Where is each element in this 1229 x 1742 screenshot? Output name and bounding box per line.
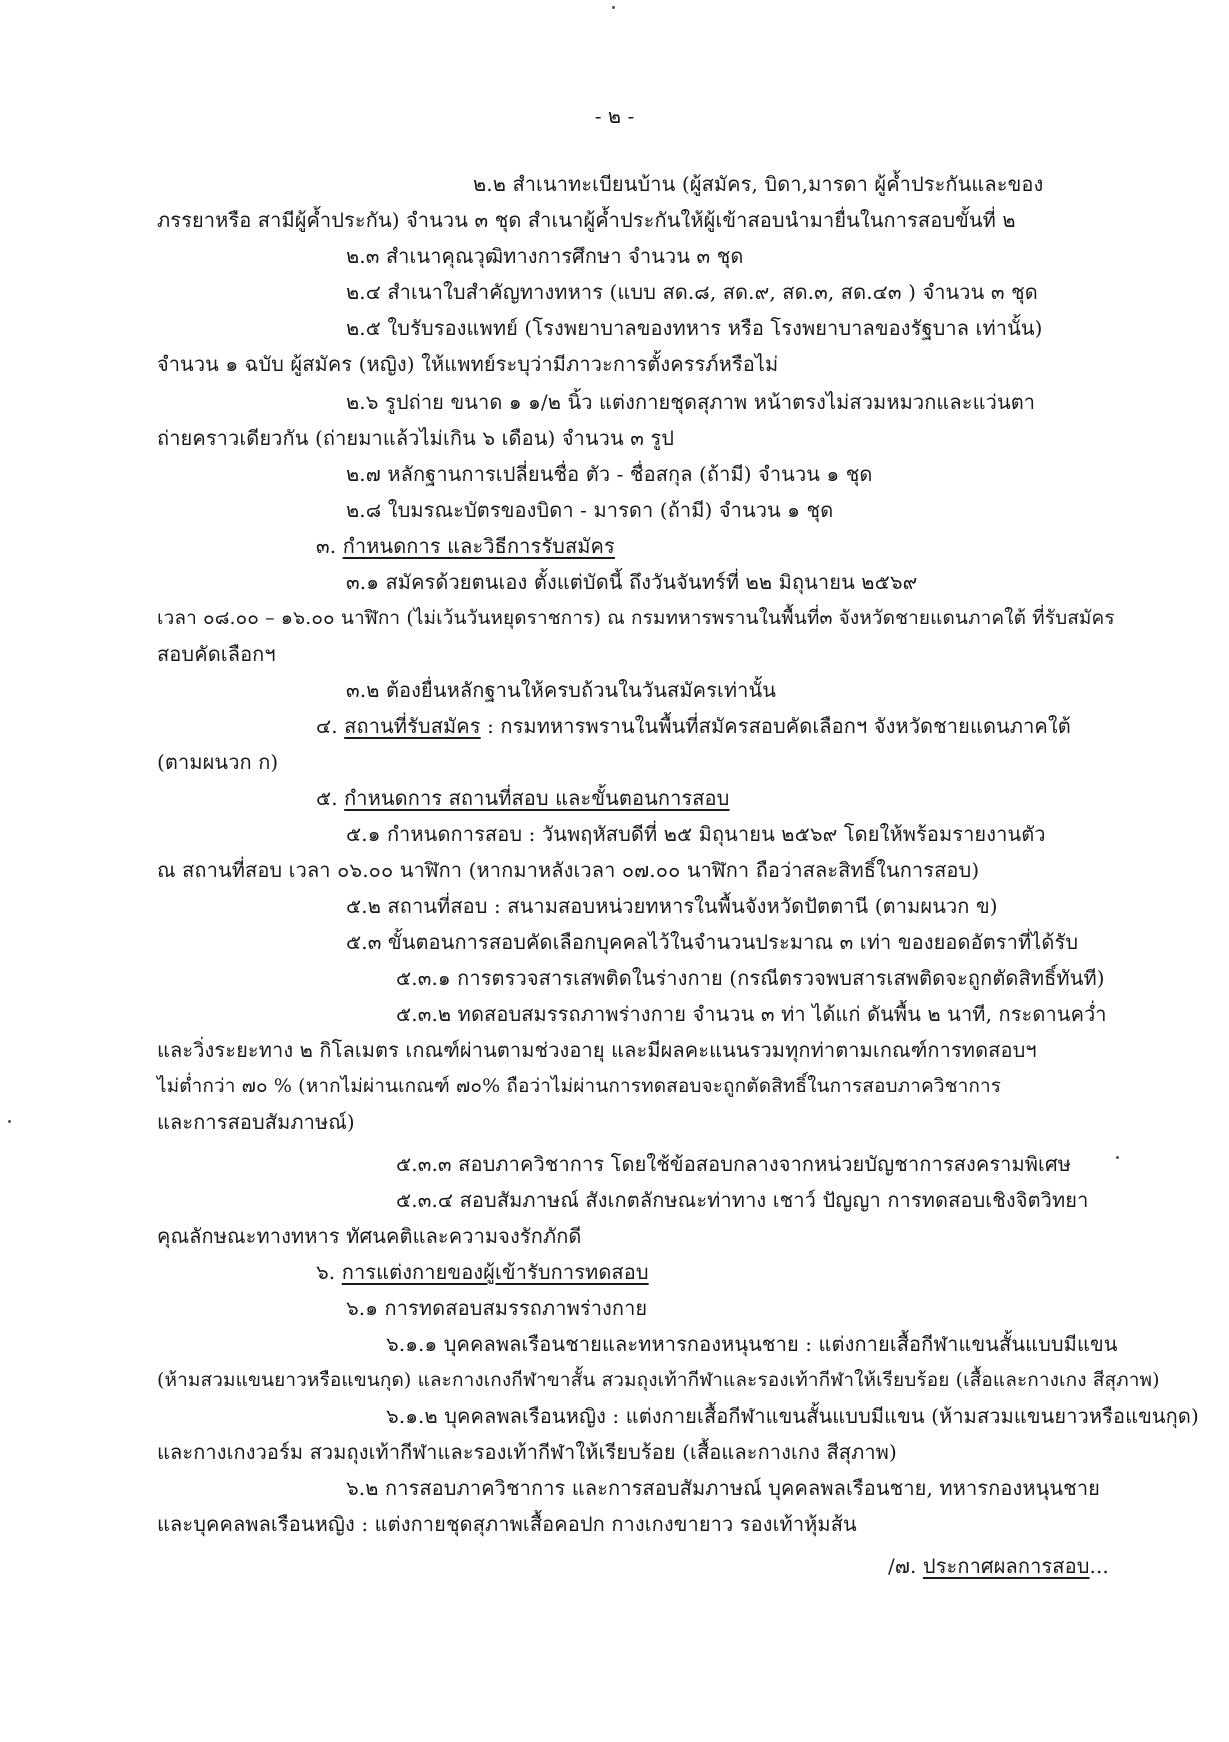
item-6-1-2-line1: ๖.๑.๒ บุคคลพลเรือนหญิง : แต่งกายเสื้อกีฬาแขนสั้นแบบมีแขน (ห้ามสวมแขนยาวหรือแขนกุด) <box>386 1404 1199 1428</box>
item-3-1-line2: เวลา ๐๘.๐๐ – ๑๖.๐๐ นาฬิกา (ไม่เว้นวันหยุดราชการ) ณ กรมทหารพรานในพื้นที่๓ จังหวัดชายแดนภาคใต้ ที่รับสมัคร <box>157 607 1115 629</box>
section-6-title: การแต่งกายของผู้เข้ารับการทดสอบ <box>341 1260 649 1284</box>
item-2-2-line2: ภรรยาหรือ สามีผู้ค้ำประกัน) จำนวน ๓ ชุด สำเนาผู้ค้ำประกันให้ผู้เข้าสอบนำมายื่นในการสอบขั้นที่ ๒ <box>157 208 1016 232</box>
item-3-1-line3: สอบคัดเลือกฯ <box>157 642 276 666</box>
item-6-1-2-line2: และกางเกงวอร์ม สวมถุงเท้ากีฬาและรองเท้ากีฬาให้เรียบร้อย (เสื้อและกางเกง สีสุภาพ) <box>157 1440 897 1464</box>
item-6-1-1-line2: (ห้ามสวมแขนยาวหรือแขนกุด) และกางเกงกีฬาขาสั้น สวมถุงเท้ากีฬาและรองเท้ากีฬาให้เรียบร้อย (เสื้อและกางเกง สีสุภาพ) <box>157 1369 1160 1391</box>
item-5-3: ๕.๓ ขั้นตอนการสอบคัดเลือกบุคคลไว้ในจำนวนประมาณ ๓ เท่า ของยอดอัตราที่ได้รับ <box>346 930 1079 954</box>
item-2-8: ๒.๘ ใบมรณะบัตรของบิดา - มารดา (ถ้ามี) จำนวน ๑ ชุด <box>346 498 834 522</box>
section-4-title: สถานที่รับสมัคร <box>344 714 481 738</box>
item-6-1-1-line1: ๖.๑.๑ บุคคลพลเรือนชายและทหารกองหนุนชาย : แต่งกายเสื้อกีฬาแขนสั้นแบบมีแขน <box>386 1332 1118 1356</box>
continuation-prefix: /๗. <box>888 1554 917 1578</box>
item-2-4: ๒.๔ สำเนาใบสำคัญทางทหาร (แบบ สด.๘, สด.๙, สด.๓, สด.๔๓ ) จำนวน ๓ ชุด <box>346 280 1038 304</box>
section-6-heading <box>316 1258 649 1286</box>
continuation-next-heading: ประกาศผลการสอบ <box>922 1554 1090 1578</box>
section-5-title: กำหนดการ สถานที่สอบ และขั้นตอนการสอบ <box>344 786 730 810</box>
item-5-1-line1: ๕.๑ กำหนดการสอบ : วันพฤหัสบดีที่ ๒๕ มิถุนายน ๒๕๖๙ โดยให้พร้อมรายงานตัว <box>346 822 1046 846</box>
scan-speck <box>1116 1156 1119 1159</box>
item-5-3-1: ๕.๓.๑ การตรวจสารเสพติดในร่างกาย (กรณีตรวจพบสารเสพติดจะถูกตัดสิทธิ์ทันที) <box>396 966 1105 990</box>
section-3-heading <box>316 532 615 560</box>
section-3-title: กำหนดการ และวิธีการรับสมัคร <box>342 534 615 558</box>
section-4-text: : กรมทหารพรานในพื้นที่สมัครสอบคัดเลือกฯ จังหวัดชายแดนภาคใต้ <box>480 714 1071 738</box>
section-4-number: ๔. <box>316 714 338 738</box>
section-3-number: ๓. <box>316 534 337 558</box>
item-3-1-line1: ๓.๑ สมัครด้วยตนเอง ตั้งแต่บัดนี้ ถึงวันจันทร์ที่ ๒๒ มิถุนายน ๒๕๖๙ <box>346 570 918 594</box>
item-5-3-2-line2: และวิ่งระยะทาง ๒ กิโลเมตร เกณฑ์ผ่านตามช่วงอายุ และมีผลคะแนนรวมทุกท่าตามเกณฑ์การทดสอบฯ <box>157 1038 1037 1062</box>
item-2-5-line2: จำนวน ๑ ฉบับ ผู้สมัคร (หญิง) ให้แพทย์ระบุว่ามีภาวะการตั้งครรภ์หรือไม่ <box>157 352 779 376</box>
section-4-heading <box>316 712 1071 740</box>
item-5-3-4-line2: คุณลักษณะทางทหาร ทัศนคติและความจงรักภักดี <box>157 1224 582 1248</box>
item-5-1-line2: ณ สถานที่สอบ เวลา ๐๖.๐๐ นาฬิกา (หากมาหลังเวลา ๐๗.๐๐ นาฬิกา ถือว่าสละสิทธิ์ในการสอบ) <box>157 858 980 882</box>
item-2-3: ๒.๓ สำเนาคุณวุฒิทางการศึกษา จำนวน ๓ ชุด <box>346 244 744 268</box>
section-5-number: ๕. <box>316 786 338 810</box>
section-4-line2: (ตามผนวก ก) <box>157 750 279 774</box>
item-5-3-2-line1: ๕.๓.๒ ทดสอบสมรรถภาพร่างกาย จำนวน ๓ ท่า ได้แก่ ดันพื้น ๒ นาที, กระดานคว่ำ <box>396 1002 1107 1026</box>
item-2-6-line1: ๒.๖ รูปถ่าย ขนาด ๑ ๑/๒ นิ้ว แต่งกายชุดสุภาพ หน้าตรงไม่สวมหมวกและแว่นตา <box>346 390 1036 414</box>
item-2-5-line1: ๒.๕ ใบรับรองแพทย์ (โรงพยาบาลของทหาร หรือ โรงพยาบาลของรัฐบาล เท่านั้น) <box>346 316 1043 340</box>
item-3-2: ๓.๒ ต้องยื่นหลักฐานให้ครบถ้วนในวันสมัครเท่านั้น <box>346 678 777 702</box>
scan-speck <box>8 1120 11 1123</box>
scan-speck <box>612 6 615 9</box>
item-5-2: ๕.๒ สถานที่สอบ : สนามสอบหน่วยทหารในพื้นจังหวัดปัตตานี (ตามผนวก ข) <box>346 894 998 918</box>
item-2-2-line1: ๒.๒ สำเนาทะเบียนบ้าน (ผู้สมัคร, บิดา,มารดา ผู้ค้ำประกันและของ <box>473 172 1044 196</box>
item-2-7: ๒.๗ หลักฐานการเปลี่ยนชื่อ ตัว - ชื่อสกุล (ถ้ามี) จำนวน ๑ ชุด <box>346 462 873 486</box>
section-5-heading <box>316 784 729 812</box>
continuation-ellipsis: ... <box>1089 1554 1109 1578</box>
continuation-note <box>888 1552 1109 1580</box>
item-6-2-line1: ๖.๒ การสอบภาควิชาการ และการสอบสัมภาษณ์ บุคคลพลเรือนชาย, ทหารกองหนุนชาย <box>346 1476 1100 1500</box>
item-5-3-4-line1: ๕.๓.๔ สอบสัมภาษณ์ สังเกตลักษณะท่าทาง เชาว์ ปัญญา การทดสอบเชิงจิตวิทยา <box>396 1188 1089 1212</box>
item-2-6-line2: ถ่ายคราวเดียวกัน (ถ่ายมาแล้วไม่เกิน ๖ เดือน) จำนวน ๓ รูป <box>157 426 675 450</box>
page-number: - ๒ - <box>594 104 635 128</box>
item-5-3-2-line4: และการสอบสัมภาษณ์) <box>157 1110 355 1134</box>
section-6-number: ๖. <box>316 1260 336 1284</box>
item-6-2-line2: และบุคคลพลเรือนหญิง : แต่งกายชุดสุภาพเสื้อคอปก กางเกงขายาว รองเท้าหุ้มส้น <box>157 1512 857 1536</box>
item-5-3-2-line3: ไม่ต่ำกว่า ๗๐ % (หากไม่ผ่านเกณฑ์ ๗๐% ถือว่าไม่ผ่านการทดสอบจะถูกตัดสิทธิ์ในการสอบภาควิชาการ <box>157 1075 1002 1097</box>
item-6-1: ๖.๑ การทดสอบสมรรถภาพร่างกาย <box>346 1296 648 1320</box>
item-5-3-3: ๕.๓.๓ สอบภาควิชาการ โดยใช้ข้อสอบกลางจากหน่วยบัญชาการสงครามพิเศษ <box>396 1152 1072 1176</box>
